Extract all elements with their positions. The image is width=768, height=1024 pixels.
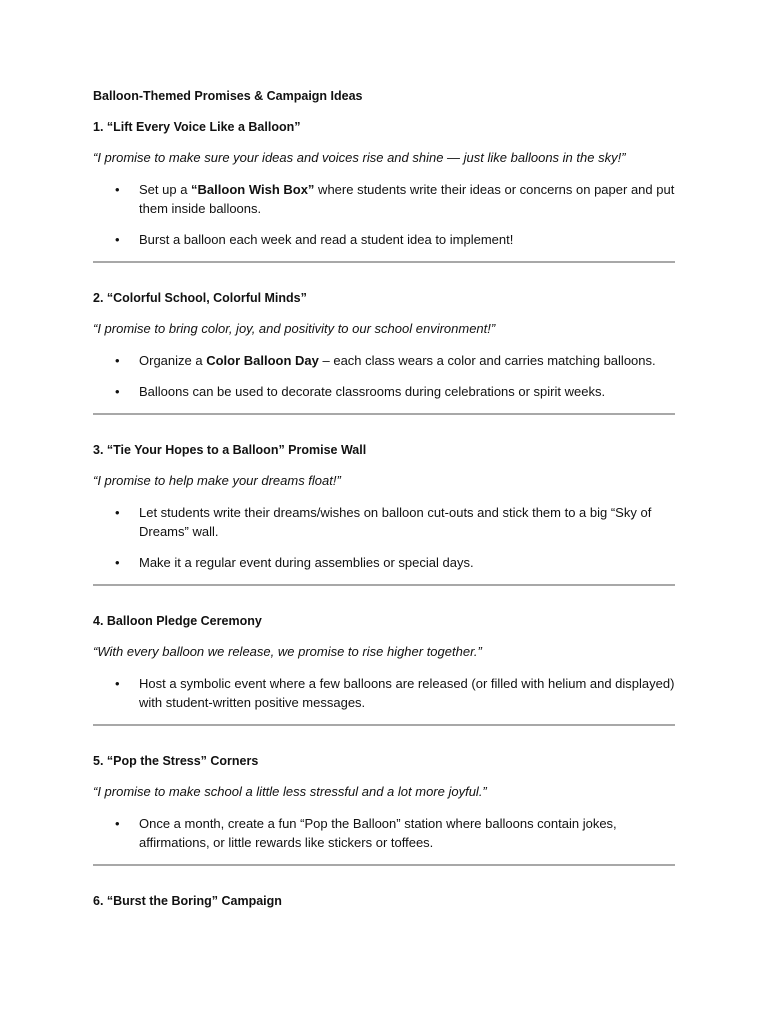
section-heading: 5. “Pop the Stress” Corners xyxy=(93,754,259,768)
section-heading: 4. Balloon Pledge Ceremony xyxy=(93,614,262,628)
section-5 xyxy=(93,752,675,852)
list-item: • Organize a Color Balloon Day – each class wears a color and carries matching balloons. xyxy=(115,353,656,368)
section-divider xyxy=(93,261,675,263)
section-heading: 3. “Tie Your Hopes to a Balloon” Promise Wall xyxy=(93,443,367,457)
bullet-list xyxy=(93,351,675,401)
list-item: • Burst a balloon each week and read a student idea to implement! xyxy=(115,232,514,247)
section-3 xyxy=(93,441,675,572)
bullet-list xyxy=(93,180,675,249)
bullet-list xyxy=(93,814,675,852)
bullet-icon: • xyxy=(115,182,120,197)
promise-quote: “I promise to make sure your ideas and voices rise and shine — just like balloons in the sky!” xyxy=(93,150,626,165)
section-6 xyxy=(93,892,675,910)
section-heading: 6. “Burst the Boring” Campaign xyxy=(93,894,282,908)
list-item: • Balloons can be used to decorate classrooms during celebrations or spirit weeks. xyxy=(115,384,606,399)
list-item: • Set up a “Balloon Wish Box” where students write their ideas or concerns on paper and put them inside balloons. xyxy=(115,182,675,216)
section-divider xyxy=(93,724,675,726)
bullet-icon: • xyxy=(115,505,120,520)
section-heading: 2. “Colorful School, Colorful Minds” xyxy=(93,291,307,305)
bullet-icon: • xyxy=(115,816,120,831)
list-item: • Let students write their dreams/wishes on balloon cut-outs and stick them to a big “Sky of Dreams” wall. xyxy=(115,505,652,539)
section-heading: 1. “Lift Every Voice Like a Balloon” xyxy=(93,120,301,134)
promise-quote: “With every balloon we release, we promise to rise higher together.” xyxy=(93,644,482,659)
section-divider xyxy=(93,584,675,586)
bullet-icon: • xyxy=(115,555,120,570)
section-1 xyxy=(93,118,675,249)
bullet-icon: • xyxy=(115,353,120,368)
section-divider xyxy=(93,413,675,415)
bullet-list xyxy=(93,503,675,572)
section-2 xyxy=(93,289,675,401)
section-4 xyxy=(93,612,675,712)
bullet-icon: • xyxy=(115,232,120,247)
document-title: Balloon-Themed Promises & Campaign Ideas xyxy=(93,89,363,103)
bullet-icon: • xyxy=(115,676,120,691)
document-page xyxy=(93,87,675,923)
list-item: • Make it a regular event during assemblies or special days. xyxy=(115,555,474,570)
bullet-list xyxy=(93,674,675,712)
promise-quote: “I promise to make school a little less stressful and a lot more joyful.” xyxy=(93,784,487,799)
list-item: • Once a month, create a fun “Pop the Balloon” station where balloons contain jokes, affirmations, or little rewards like stickers or toffees. xyxy=(115,816,617,850)
bullet-icon: • xyxy=(115,384,120,399)
promise-quote: “I promise to bring color, joy, and positivity to our school environment!” xyxy=(93,321,496,336)
promise-quote: “I promise to help make your dreams float!” xyxy=(93,473,341,488)
section-divider xyxy=(93,864,675,866)
list-item: • Host a symbolic event where a few balloons are released (or filled with helium and displayed) with student-written positive messages. xyxy=(115,676,675,710)
